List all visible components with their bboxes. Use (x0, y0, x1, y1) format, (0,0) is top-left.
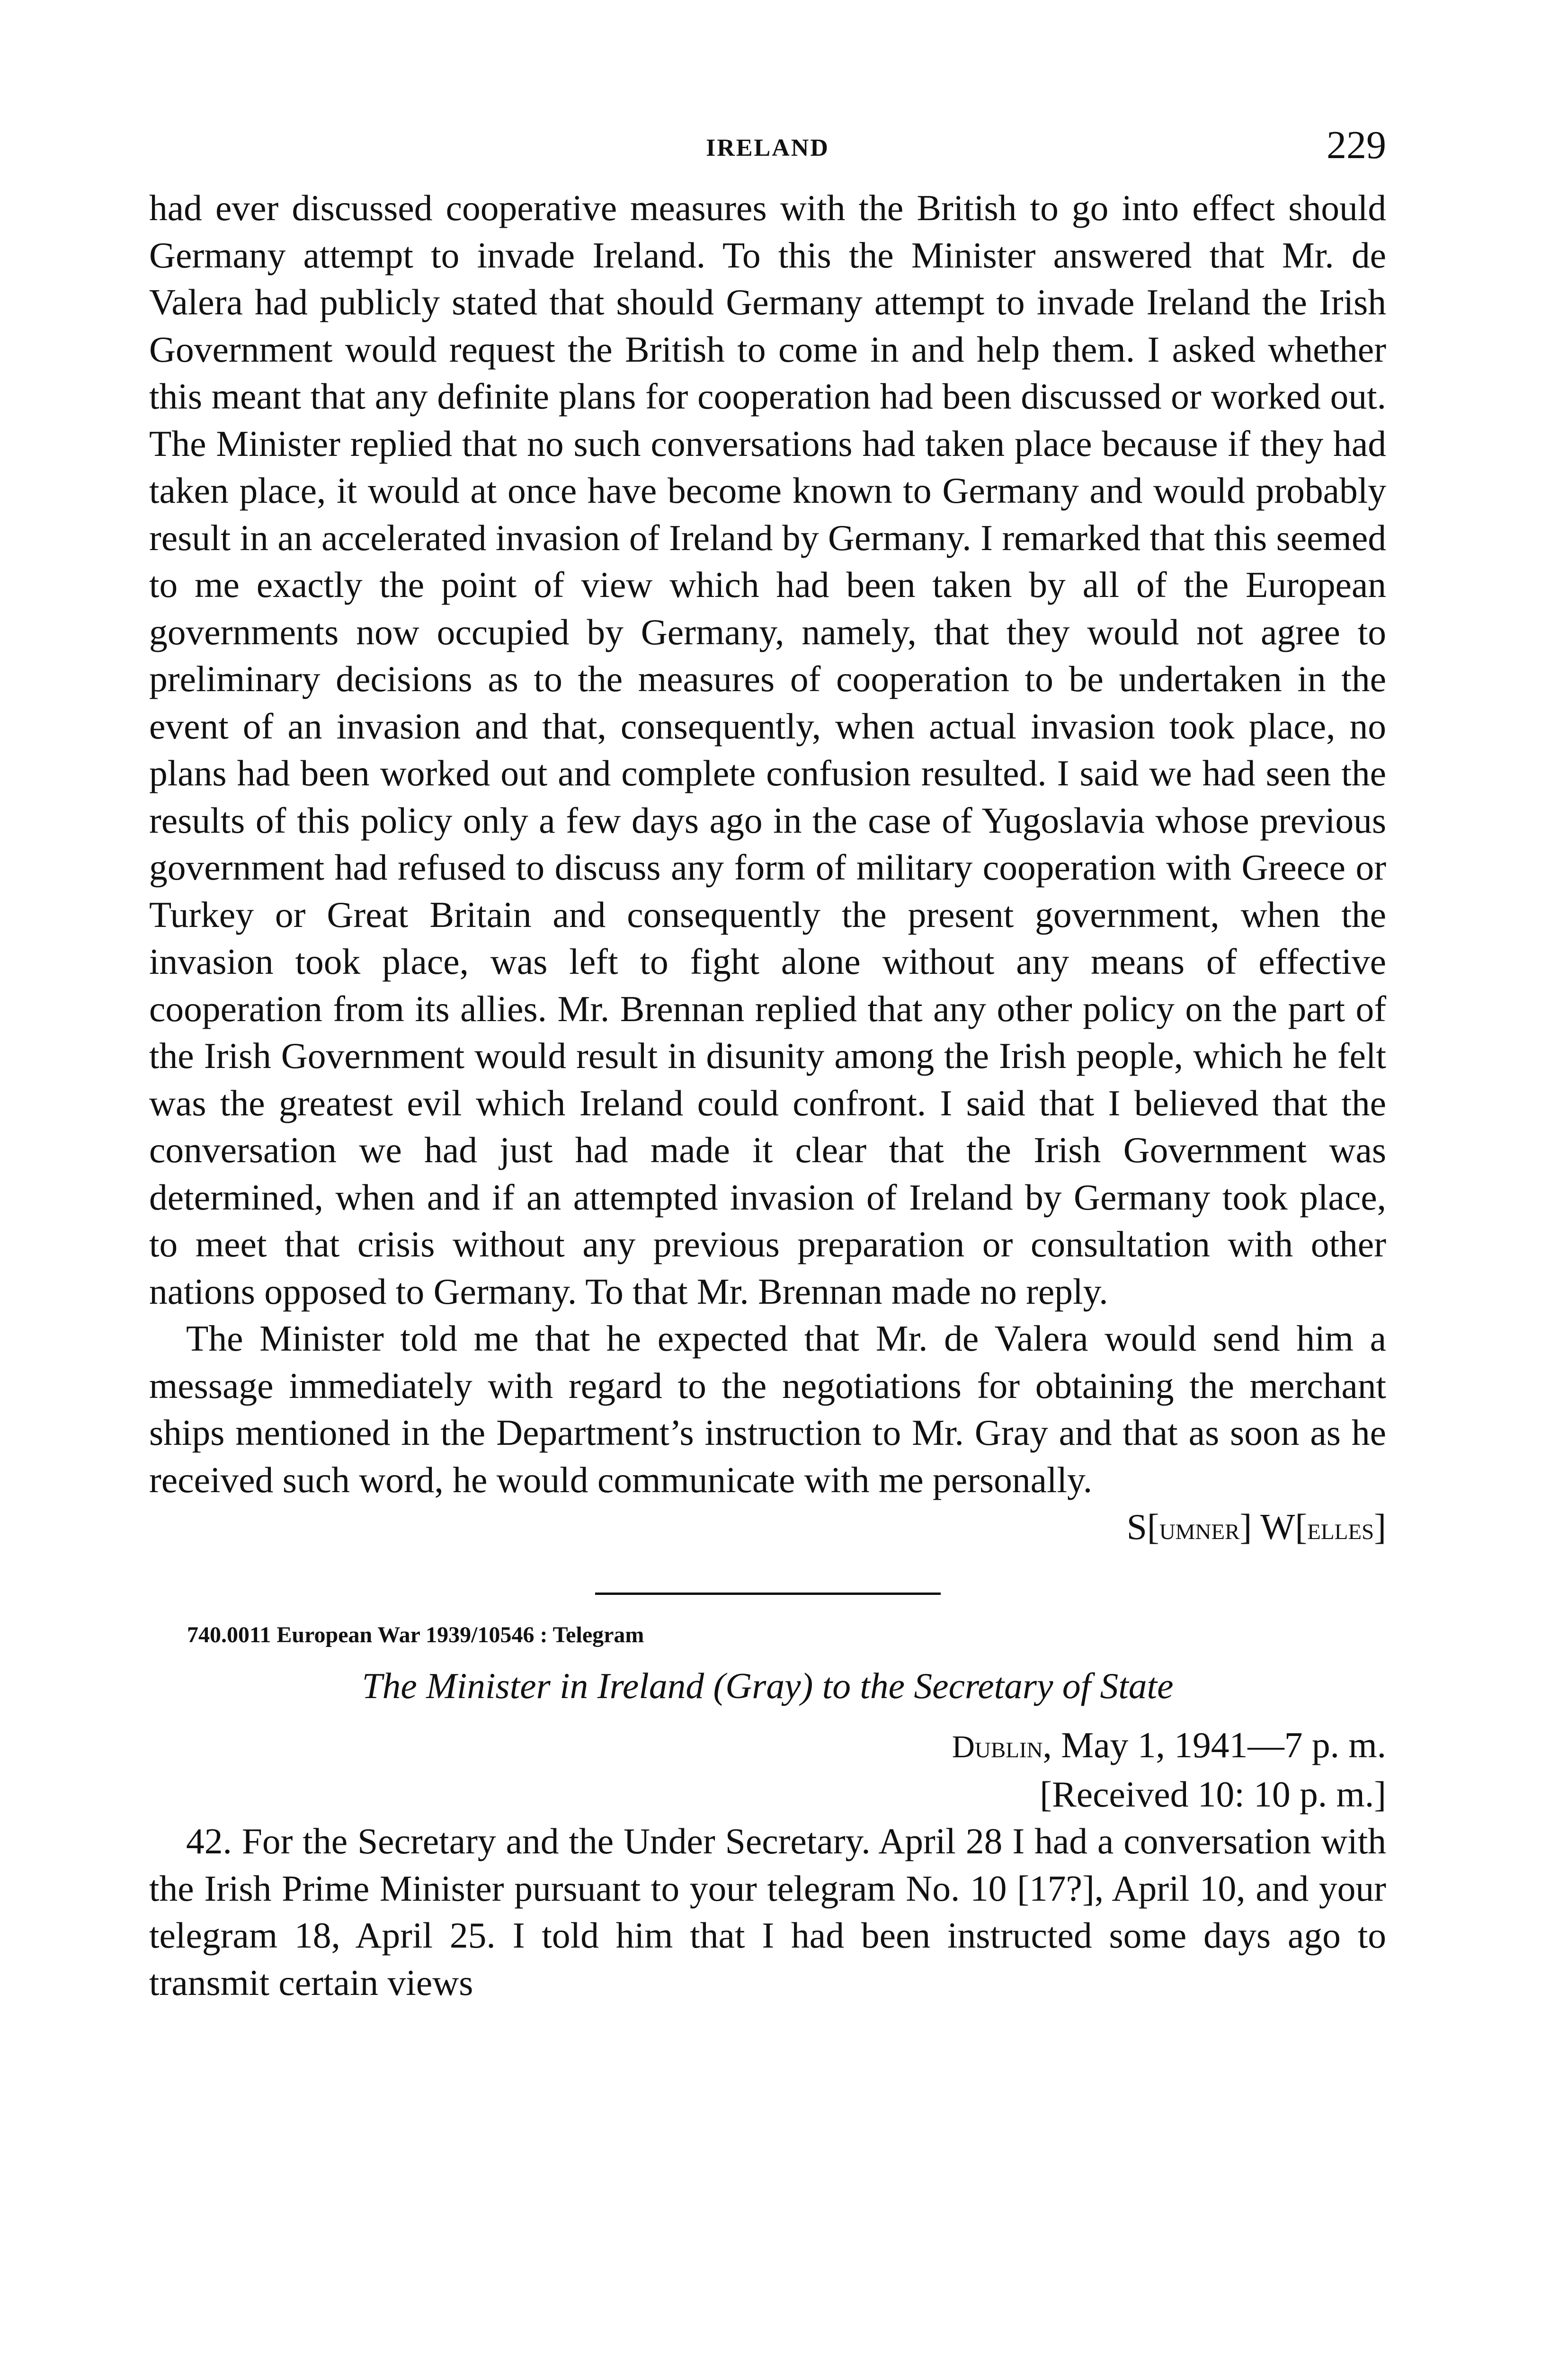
signature-s-initial: S (1126, 1506, 1147, 1547)
closing-paragraph: The Minister told me that he expected that Mr. de Valera would send him a message immediately with regard to the negotiations for obtaining the merchant ships mentioned in the Department’s instruction to Mr. Gray and that as soon as he received such word, he would communicate with me personally. (149, 1318, 1386, 1500)
telegram-paragraph: 42. For the Secretary and the Under Secretary. April 28 I had a conversation with the Irish Prime Minister pursuant to your telegram No. 10 [17?], April 10, and your telegram 18, April 25. I told him that I had been instructed some days ago to transmit certain views (149, 1821, 1386, 2003)
page-number: 229 (1327, 123, 1386, 167)
signature-s-rest: umner (1159, 1512, 1240, 1546)
signature-w-initial: W (1260, 1506, 1295, 1547)
page-body (149, 185, 1386, 2006)
file-reference: 740.0011 European War 1939/10546 : Telegram (187, 1622, 644, 1647)
dateline (149, 1722, 1386, 1771)
signature-w-rest: elles (1307, 1512, 1374, 1546)
document-title: The Minister in Ireland (Gray) to the Secretary of State (362, 1665, 1174, 1706)
dateline-place: Dublin (952, 1730, 1043, 1764)
section-divider (595, 1593, 941, 1595)
running-head: IRELAND (706, 134, 829, 161)
received-note: [Received 10: 10 p. m.] (1040, 1773, 1386, 1815)
page-header (149, 117, 1386, 169)
signature: S[umner] W[elles] (1126, 1506, 1386, 1547)
dateline-date: , May 1, 1941—7 p. m. (1042, 1725, 1386, 1765)
continued-paragraph: had ever discussed cooperative measures with the British to go into effect should Germany attempt to invade Ireland. To this the Minister answered that Mr. de Valera had publicly stated that should Germany attempt to invade Ireland the Irish Government would request the British to come in and help them. I asked whether this meant that any definite plans for cooperation had been discussed or worked out. The Minister replied that no such conversations had taken place because if they had taken place, it would at once have become known to Germany and would probably result in an accelerated invasion of Ireland by Germany. I remarked that this seemed to me exactly the point of view which had been taken by all of the European governments now occupied by Germany, namely, that they would not agree to preliminary decisions as to the measures of cooperation to be undertaken in the event of an invasion and that, consequently, when actual invasion took place, no plans had been worked out and complete confusion resulted. I said we had seen the results of this policy only a few days ago in the case of Yugoslavia whose previous government had refused to discuss any form of military cooperation with Greece or Turkey or Great Britain and consequently the present government, when the invasion took place, was left to fight alone without any means of effective cooperation from its allies. Mr. Brennan replied that any other policy on the part of the Irish Government would result in disunity among the Irish people, which he felt was the greatest evil which Ireland could confront. I said that I believed that the conversation we had just had made it clear that the Irish Government was determined, when and if an attempted invasion of Ireland by Germany took place, to meet that crisis without any previous preparation or consultation with other nations opposed to Germany. To that Mr. Brennan made no reply. (149, 187, 1386, 1312)
